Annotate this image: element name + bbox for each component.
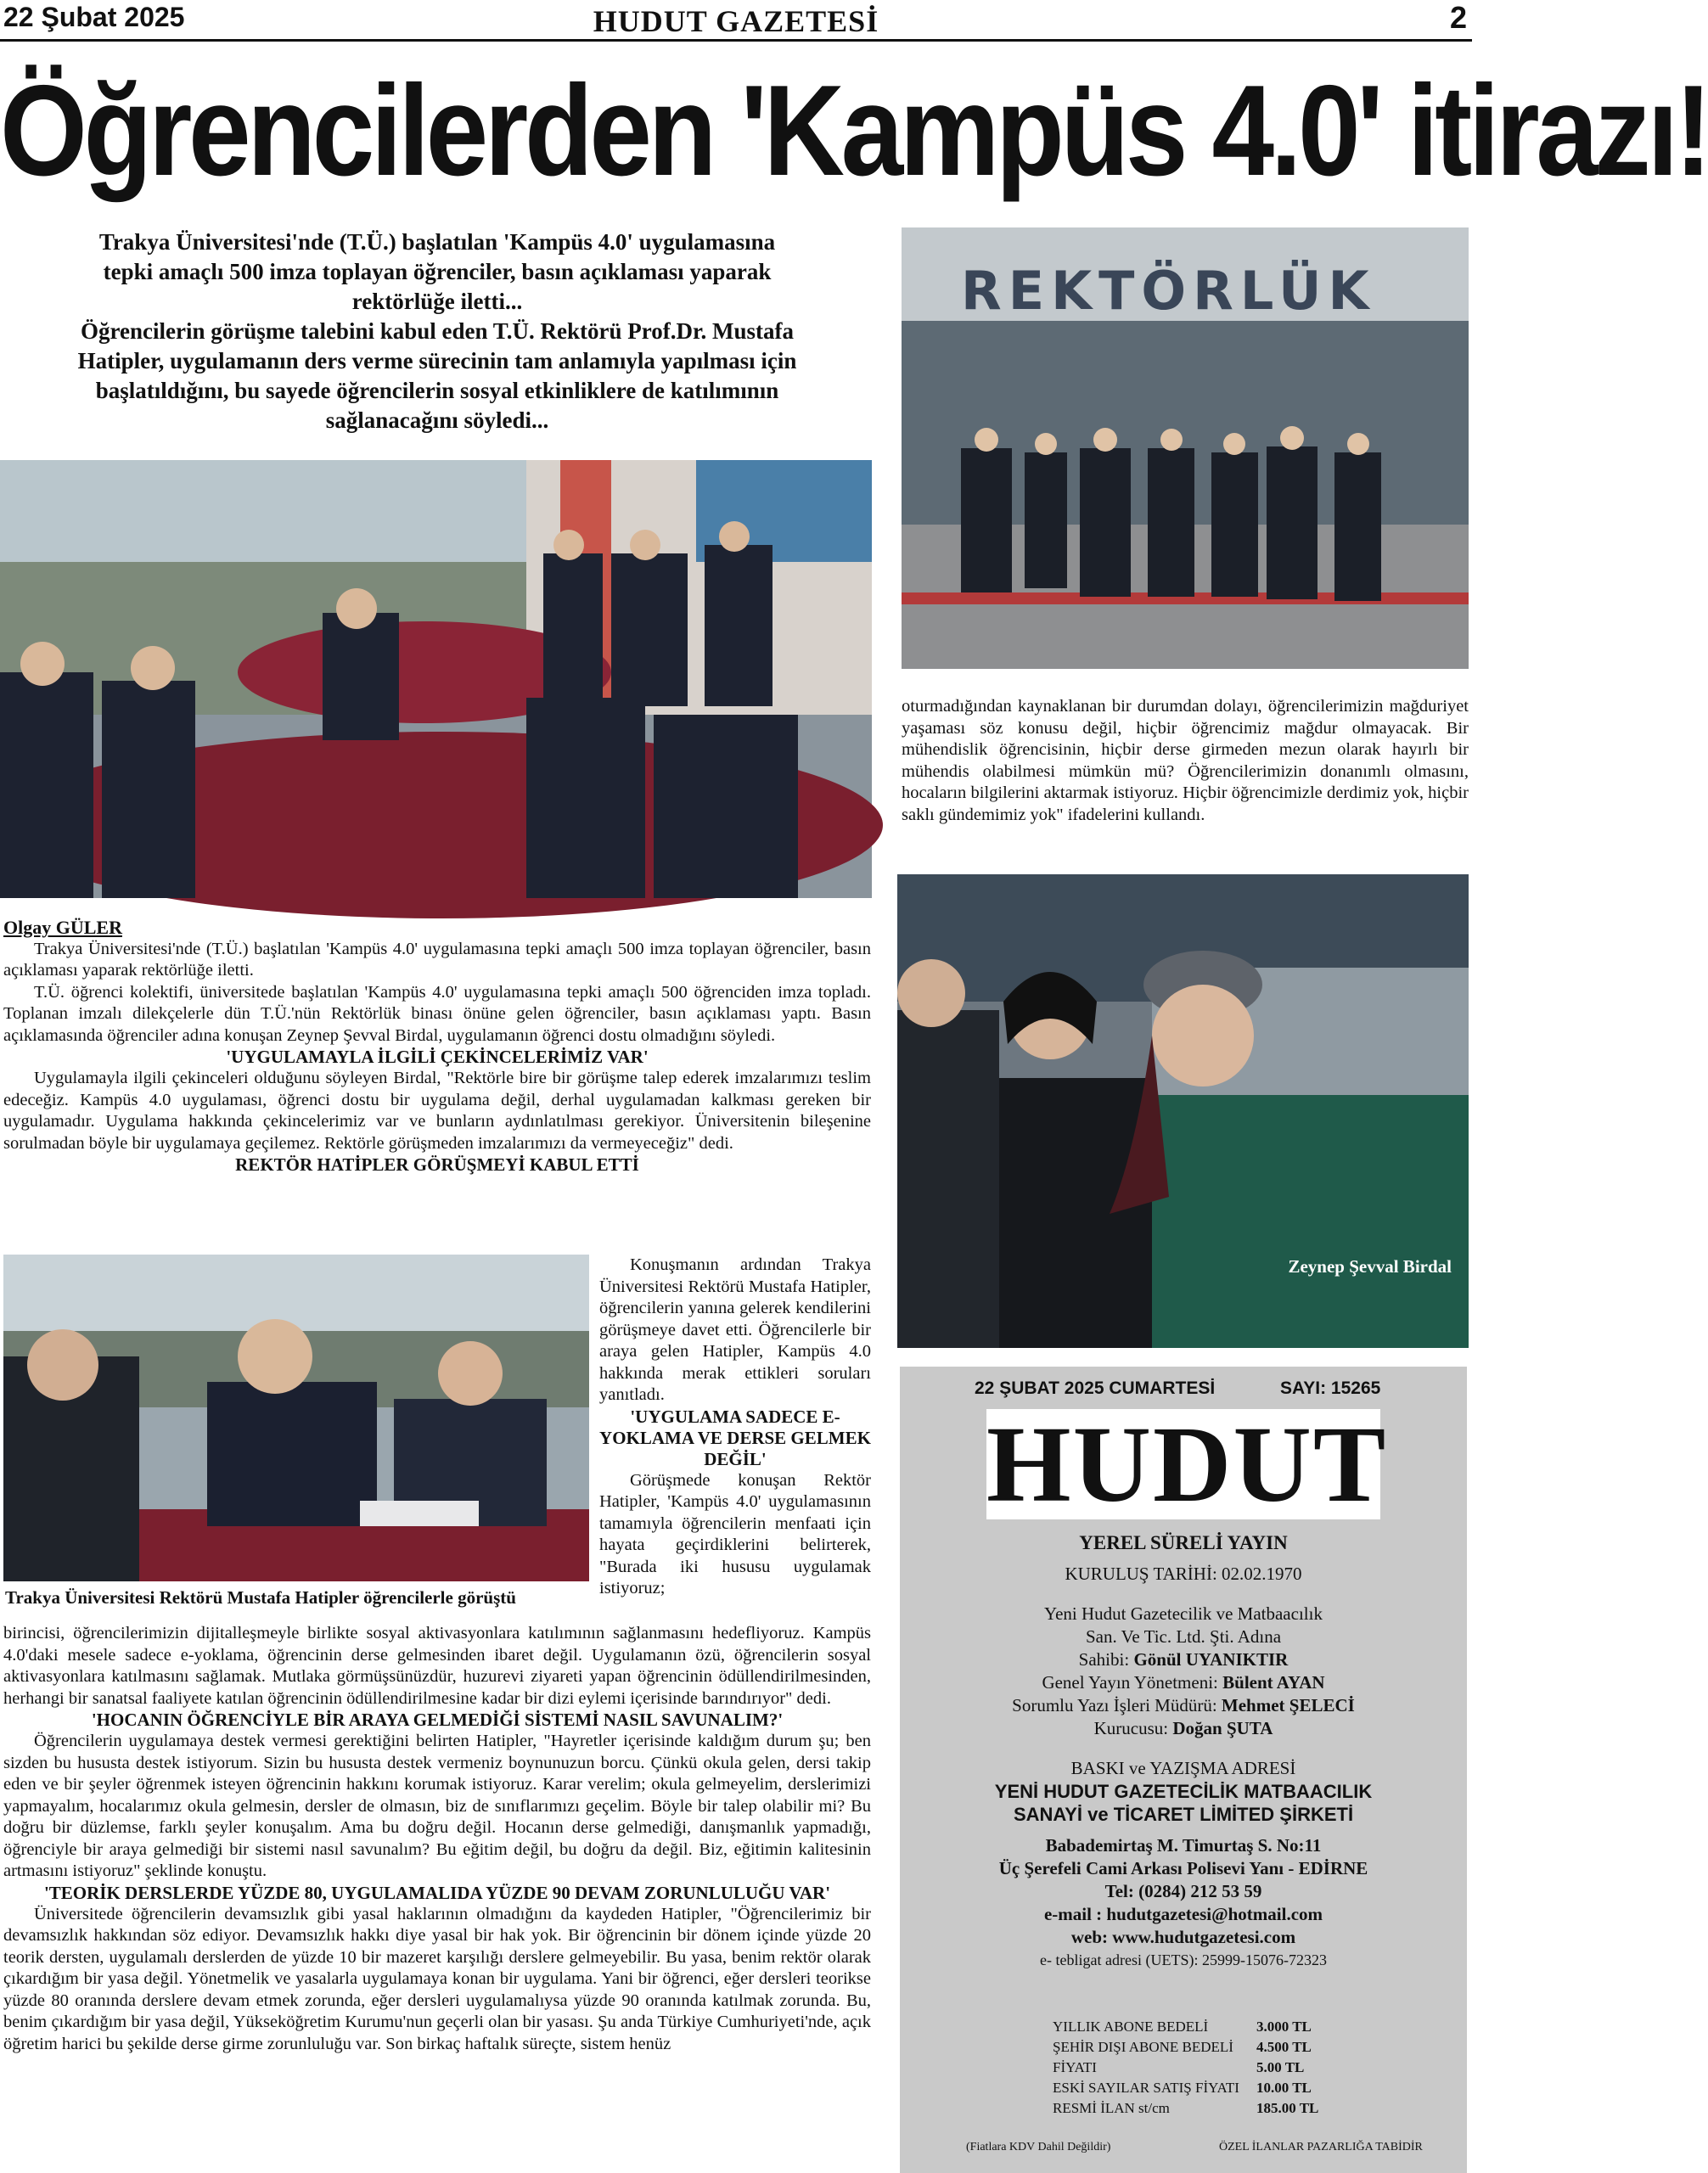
price-value: 10.00 TL [1256,2080,1312,2096]
paragraph: Uygulamayla ilgili çekinceleri olduğunu söyleyen Birdal, "Rektörle bire bir görüşme talep ederek imzalarımızı teslim edeceğiz. Kampüs 4.0 uygulaması, öğrenci dostu bir uygulama değil, derhal uygulamadan kalkması gereken bir uygulamadır. Uygulama hakkında çekincelerimiz var ve bunların aydınlatılması gerekiyor. Üniversitenin bileşenine sorulmadan böyle bir uygulamaya geçilemez. Rektörle görüşmeden imzalarımızı da vermeyeceğiz" dedi. [3,1069,871,1153]
right-column-text [902,696,1469,826]
price-row [1053,2037,1409,2058]
paragraph: birincisi, öğrencilerimizin dijitalleşmeyle birlikte sosyal aktivasyonlara katılımının sağlanmasını hedefliyoruz. Kampüs 4.0'daki mesele sadece e-yoklama, öğrencinin derse gelmesinden ibaret değil. Uygulamanın özü, öğrencilerin sosyal aktivasyonlara katılmasını sağlamak. Mutlaka görmüşsünüzdür, huzurevi ziyareti yapan öğrencinin ödüllendirilmesinden, herhangi bir sanatsal faaliyete katılan öğrencinin ödüllendirilmesine kadar bir dizi eylemi içerisinde barındırıyor" dedi. [3,1624,871,1708]
meeting-photo [0,460,872,898]
rectorate-photo [902,227,1469,669]
editor-line [900,1694,1467,1717]
founder-label: Kurucusu: [1093,1718,1173,1738]
founder-name: Doğan ŞUTA [1172,1718,1273,1738]
hudut-logo: HUDUT [986,1404,1388,1524]
newspaper-name: HUDUT GAZETESİ [593,4,879,38]
subheading: 'TEORİK DERSLERDE YÜZDE 80, UYGULAMALIDA YÜZDE 90 DEVAM ZORUNLULUĞU VAR' [43,1882,831,1903]
byline: Olgay GÜLER [3,917,122,938]
chief-label: Genel Yayın Yönetmeni: [1042,1672,1223,1693]
lead-line: Hatipler, uygulamanın ders verme sürecinin tam anlamıyla yapılması için [77,348,797,373]
subheading: 'HOCANIN ÖĞRENCİYLE BİR ARAYA GELMEDİĞİ SİSTEMİ NASIL SAVUNALIM?' [91,1710,784,1730]
paragraph: oturmadığından kaynaklanan bir durumdan dolayı, öğrencilerimizin mağduriyet yaşaması söz konusu değil, hiçbir öğrencimiz mağdur olmayacak. Bir mühendislik öğrencisinin, hiçbir derse girmeden mezun olarak hayırlı bir mühendis olabilmesi mümkün mü? Öğrencilerimizin donanımlı olmasını, hocaların bilgilerini aktarmak istiyoruz. Hiçbir öğrencimizle derdimiz yok, hiçbir saklı gündemimiz yok" ifadelerini kullandı. [902,697,1469,824]
page-number: 2 [1449,0,1467,35]
editor-label: Sorumlu Yazı İşleri Müdürü: [1012,1695,1222,1715]
email[interactable]: e-mail : hudutgazetesi@hotmail.com [1043,1904,1323,1924]
chief-line [900,1671,1467,1694]
speaker-photo [897,874,1469,1348]
lead-line: rektörlüğe iletti... [351,289,523,314]
price-label: YILLIK ABONE BEDELİ [1053,2019,1209,2035]
phone: Tel: (0284) 212 53 59 [1104,1881,1262,1901]
periodical-type: YEREL SÜRELİ YAYIN [1079,1532,1288,1553]
price-label: RESMİ İLAN st/cm [1053,2100,1170,2116]
info-issue: SAYI: 15265 [1280,1378,1381,1398]
price-row [1053,2098,1409,2119]
price-label: ŞEHİR DIŞI ABONE BEDELİ [1053,2039,1233,2055]
chief-name: Bülent AYAN [1222,1672,1325,1693]
lead-line: sağlanacağını söyledi... [325,407,549,433]
price-row [1053,2078,1409,2098]
price-value: 4.500 TL [1256,2039,1312,2055]
lead-paragraph [8,227,866,435]
paragraph: Görüşmede konuşan Rektör Hatipler, 'Kampüs 4.0' uygulamasının tamamıyla öğrencilerin menfaati için hayata geçirdiklerini belirterek, "Burada iki hususu uygulamak istiyoruz; [599,1470,871,1597]
price-label: FİYATI [1053,2059,1097,2075]
founded-date: KURULUŞ TARİHİ: 02.02.1970 [1065,1564,1302,1584]
owner-label: Sahibi: [1078,1649,1134,1670]
price-value: 3.000 TL [1256,2019,1312,2035]
price-value: 5.00 TL [1256,2059,1305,2075]
price-table [1053,2017,1409,2119]
rector-photo [3,1255,589,1581]
paragraph: Konuşmanın ardından Trakya Üniversitesi Rektörü Mustafa Hatipler, öğrencilerin yanına gelerek kendilerini görüşmeye davet etti. Öğrencilerle bir araya gelen Hatipler, Kampüs 4.0 hakkında merak ettikleri soruları yanıtladı. [599,1255,871,1404]
lead-line: Öğrencilerin görüşme talebini kabul eden T.Ü. Rektörü Prof.Dr. Mustafa [81,318,794,344]
speaker-caption: Zeynep Şevval Birdal [1288,1256,1452,1277]
paragraph: T.Ü. öğrenci kolektifi, üniversitede başlatılan 'Kampüs 4.0' uygulamasına tepki amaçlı 500 öğrenciden imza topladı. Toplanan imzalı dilekçelerle dün T.Ü.'nün Rektörlük binası önüne gelen öğrenciler, basın açıklaması yaptı. Basın açıklamasında öğrenciler adına konuşan Zeynep Şevval Birdal, uygulamanın öğrenci dostu olmadığını söyledi. [3,982,871,1045]
logo-box [986,1404,1388,1524]
price-row [1053,2017,1409,2037]
editor-name: Mehmet ŞELECİ [1221,1695,1355,1715]
rector-photo-caption: Trakya Üniversitesi Rektörü Mustafa Hatipler öğrencilerle görüştü [5,1587,516,1608]
founder-line [900,1717,1467,1740]
uets-address: e- tebligat adresi (UETS): 25999-15076-72323 [1040,1951,1327,1968]
info-date: 22 ŞUBAT 2025 CUMARTESİ [975,1378,1216,1398]
company-line: YENİ HUDUT GAZETECİLİK MATBAACILIK [994,1781,1373,1802]
ads-footnote: ÖZEL İLANLAR PAZARLIĞA TABİDİR [1219,2141,1423,2153]
article-narrow [599,1255,871,1600]
rektorluk-sign: REKTÖRLÜK [961,260,1376,322]
publication-info-box [900,1367,1467,2173]
publisher-line: San. Ve Tic. Ltd. Şti. Adına [1085,1626,1282,1647]
subheading: REKTÖR HATİPLER GÖRÜŞMEYİ KABUL ETTİ [235,1154,639,1175]
address-title: BASKI ve YAZIŞMA ADRESİ [1070,1758,1296,1778]
price-label: ESKİ SAYILAR SATIŞ FİYATI [1053,2080,1239,2096]
lead-line: tepki amaçlı 500 imza toplayan öğrenciler, basın açıklaması yaparak [103,259,772,284]
publisher-line: Yeni Hudut Gazetecilik ve Matbaacılık [1044,1603,1323,1624]
article-lower [3,1623,871,2055]
owner-name: Gönül UYANIKTIR [1133,1649,1289,1670]
price-value: 185.00 TL [1256,2100,1319,2116]
paragraph: Trakya Üniversitesi'nde (T.Ü.) başlatılan 'Kampüs 4.0' uygulamasına tepki amaçlı 500 imza toplayan öğrenciler, basın açıklaması yaparak rektörlüğe iletti. [3,939,871,980]
company-line: SANAYİ ve TİCARET LİMİTED ŞİRKETİ [1013,1804,1354,1825]
price-footnote: (Fiatlara KDV Dahil Değildir) [966,2141,1111,2153]
website[interactable]: web: www.hudutgazetesi.com [1070,1927,1296,1947]
address-line: Üç Şerefeli Cami Arkası Polisevi Yanı - EDİRNE [998,1858,1368,1878]
masthead-rule [0,39,1472,42]
article-upper [3,917,871,1176]
lead-line: Trakya Üniversitesi'nde (T.Ü.) başlatılan 'Kampüs 4.0' uygulamasına [98,229,776,255]
headline: Öğrencilerden 'Kampüs 4.0' itirazı! [0,59,1708,203]
owner-line [900,1648,1467,1671]
paragraph: Üniversitede öğrencilerin devamsızlık gibi yasal haklarının olmadığını da kaydeden Hatipler, "Öğrencilerimiz bir devamsızlık hakkından söz ediyor. Devamsızlık hakkı diye yasal bir hak yok. Bir öğrencinin bir dönem içinde yüzde 20 teorik dersten, uygulamalı derslerden de yüzde 10 bir mazeret karşılığı derslere gelmeyebilir. Bu yasa, benim rektör olarak çıkardığım bir yasa değil. Yönetmelik ve yasalarla uygulamaya konan bir uygulama. Yani bir öğrenci, eğer dersleri teorikse yüzde 80 oranında derslere devam etmek zorunda, eğer dersleri uygulamalıysa yüzde 90 oranında katılmak zorunda. Bu, benim çıkardığım bir yasa değil, Yükseköğretim Kurumu'nun geçerli olan bir yasası. Şu anda Türkiye Cumhuriyeti'nde, açık öğretim harici bu şekilde derse girme zorunluluğu var. Son birkaç haftalık süreçte, sistem henüz [3,1904,871,2053]
price-row [1053,2058,1409,2078]
address-line: Babademirtaş M. Timurtaş S. No:11 [1045,1835,1322,1856]
lead-line: başlatıldığını, bu sayede öğrencilerin sosyal etkinliklere de katılımının [95,378,779,403]
subheading: 'UYGULAMAYLA İLGİLİ ÇEKİNCELERİMİZ VAR' [226,1047,649,1067]
paragraph: Öğrencilerin uygulamaya destek vermesi gerektiğini belirten Hatipler, "Hayretler içerisinde kaldığım durum şu; ben sizden bu hususta destek istiyorum. Sizin bu hususta destek vermeniz boynunuzun borcu. Çünkü okula gelen, dersi takip eden ve bir şeyler öğrenmek isteyen öğrencinin hakkını korumak istiyoruz. Karar verelim; okula gelmeyelim, derslerimizi yapmayalım, hocalarımız okula gelmesin, dersler de olmasın, biz de sınıflarımızı geçelim. Böyle bir talep olabilir mi? Bu doğru bir düzlemse, farklı şeyler konuşalım. Ama bu doğru değil. Hocanın derse gelmediği, danışmanlık yapmadığı, öğrenciyle bir araya gelmediği bir sistemi nasıl savunalım? Bu eğitim değil, bu doğru da değil. Biz, eğitimin kalitesinin artmasını istiyoruz" şeklinde konuştu. [3,1732,871,1880]
issue-date: 22 Şubat 2025 [3,2,185,32]
subheading: 'UYGULAMA SADECE E-YOKLAMA VE DERSE GELMEK DEĞİL' [599,1406,871,1469]
